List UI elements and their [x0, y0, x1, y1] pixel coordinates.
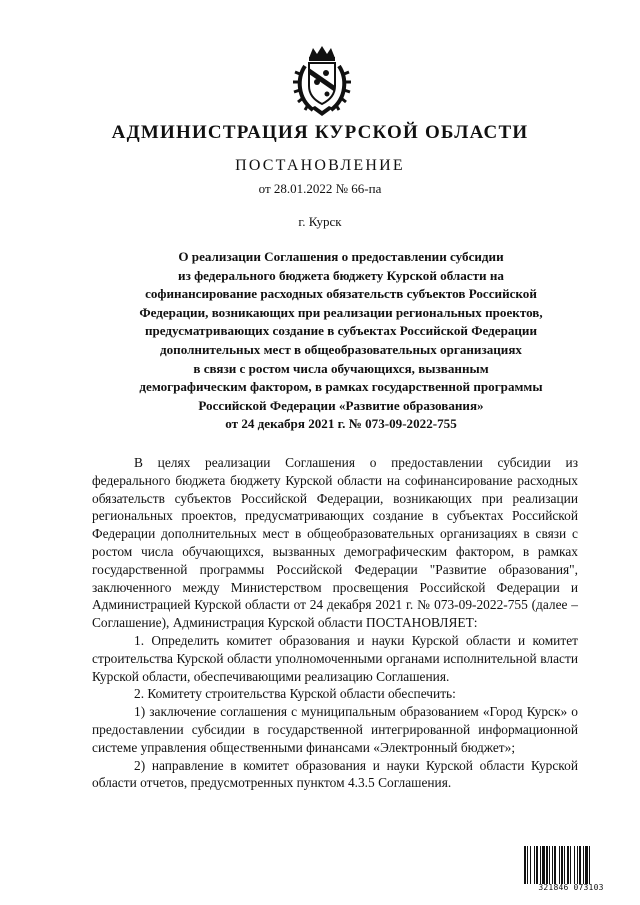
barcode-bar	[564, 846, 565, 884]
title-line: демографическим фактором, в рамках государственной программы	[139, 379, 543, 395]
barcode-bar	[589, 846, 590, 884]
document-body	[92, 454, 578, 792]
document-city: г. Курск	[298, 214, 342, 229]
barcode-bar	[554, 846, 556, 884]
barcode-bar	[527, 846, 528, 884]
barcode-number: 321846 073103	[538, 883, 604, 892]
barcode-bar	[524, 846, 526, 884]
title-line: из федерального бюджета бюджету Курской области на	[178, 267, 504, 283]
title-line: софинансирование расходных обязательств субъектов Российской	[145, 286, 537, 302]
coat-of-arms-emblem	[291, 44, 353, 118]
clause-paragraph: 1. Определить комитет образования и науки Курской области и комитет строительства Курской области уполномоченными органами исполнительной власти Курской области, обеспечивающими реализацию Соглашения.	[92, 632, 578, 684]
barcode-bar	[579, 846, 581, 884]
barcode-bar	[570, 846, 571, 884]
barcode-bar	[540, 846, 541, 884]
title-line: в связи с ростом числа обучающихся, вызванным	[193, 360, 489, 376]
document-type: ПОСТАНОВЛЕНИЕ	[235, 157, 405, 174]
title-line: О реализации Соглашения о предоставлении субсидии	[178, 249, 504, 264]
barcode-bar	[534, 846, 535, 884]
barcode-bar	[552, 846, 553, 884]
barcode-bar	[536, 846, 538, 884]
subclause-paragraph: 2) направление в комитет образования и науки Курской области Курской области отчетов, предусмотренных пунктом 4.3.5 Соглашения.	[92, 757, 578, 791]
barcode-bar	[530, 846, 531, 884]
barcode-bar	[583, 846, 584, 884]
title-line: предусматривающих создание в субъектах Российской Федерации	[144, 323, 538, 339]
title-line: Федерации, возникающих при реализации региональных проектов,	[139, 304, 543, 320]
barcode-bar	[567, 846, 569, 884]
barcode-bar	[542, 846, 545, 884]
title-line: от 24 декабря 2021 г. № 073-09-2022-755	[225, 416, 457, 432]
document-date-number: от 28.01.2022 № 66-па	[258, 181, 382, 196]
barcode-bar	[577, 846, 578, 884]
document-barcode	[523, 846, 619, 894]
barcode-bar	[546, 846, 548, 884]
clause-paragraph: 2. Комитету строительства Курской области обеспечить:	[134, 686, 456, 702]
preamble-paragraph: В целях реализации Соглашения о предоставлении субсидии из федерального бюджета бюджету Курской области на софинансирование расходных обязательств субъектов Российской Федерации, возникающих при реализации региональных проектов, предусматривающих создание в субъектах Российской Федерации дополнительных мест в общеобразовательных организациях в связи с ростом числа обучающихся, вызванных демографическим фактором, в рамках государственной программы Российской Федерации "Развитие образования", заключенного между Министерством просвещения Российской Федерации и Администрацией Курской области от 24 декабря 2021 г. № 073-09-2022-755 (далее – Соглашение), Администрация Курской области ПОСТАНОВЛЯЕТ:	[92, 455, 578, 631]
barcode-bar	[585, 846, 588, 884]
barcode-bar	[559, 846, 560, 884]
organization-name: АДМИНИСТРАЦИЯ КУРСКОЙ ОБЛАСТИ	[111, 122, 529, 143]
barcode-bars	[523, 846, 619, 884]
document-title	[96, 248, 586, 434]
title-line: Российской Федерации «Развитие образования»	[198, 397, 484, 413]
barcode-bar	[561, 846, 563, 884]
barcode-bar	[574, 846, 575, 884]
title-line: дополнительных мест в общеобразовательных организациях	[160, 341, 522, 357]
subclause-paragraph: 1) заключение соглашения с муниципальным образованием «Город Курск» о предоставлении субсидии в государственной интегрированной информационной системе управления общественными финансами «Электронный бюджет»;	[92, 704, 578, 755]
barcode-bar	[549, 846, 550, 884]
